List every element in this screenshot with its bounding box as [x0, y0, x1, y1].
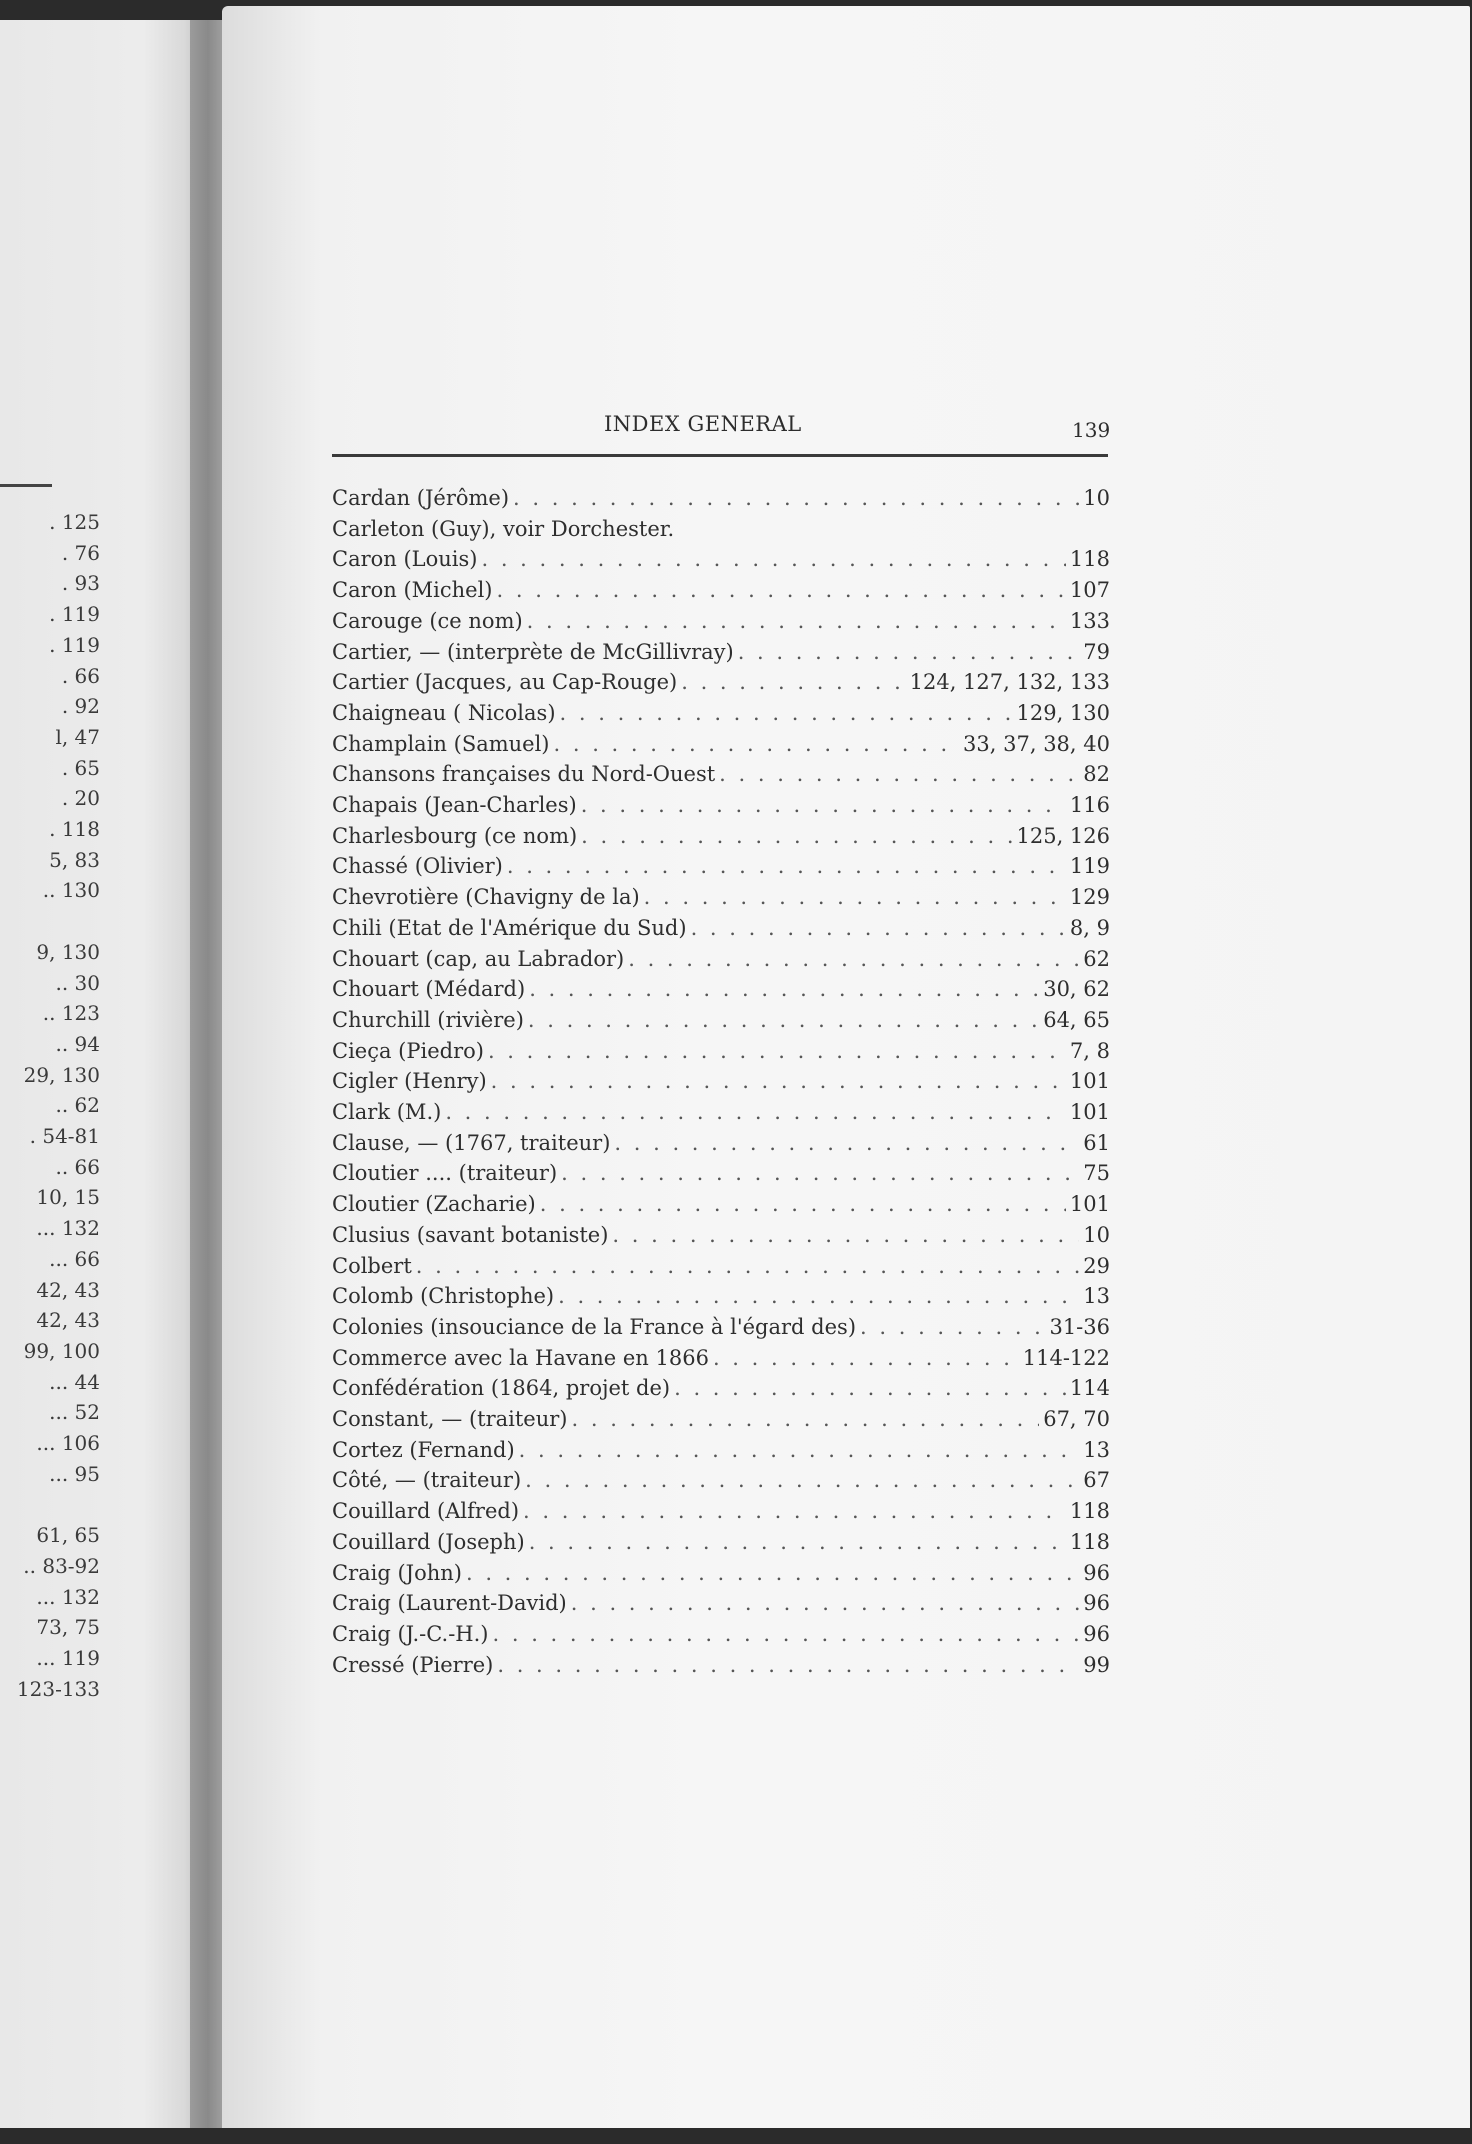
index-entry-term: Clause, — (1767, traiteur) — [332, 1130, 611, 1155]
dot-leader — [558, 1284, 1079, 1308]
dot-leader — [560, 701, 1013, 725]
running-title: INDEX GENERAL — [604, 412, 802, 436]
previous-page-ref: . 93 — [61, 571, 100, 596]
index-entry-term: Couillard (Alfred) — [332, 1499, 520, 1524]
previous-page-ref: 99, 100 — [23, 1338, 100, 1363]
previous-page-ref: .. 94 — [55, 1031, 100, 1056]
index-entry — [332, 824, 1110, 852]
index-entry-pages: 118 — [1069, 1499, 1110, 1524]
index-entry-term: Craig (John) — [332, 1560, 462, 1585]
scan-bottom-edge — [0, 2128, 1472, 2144]
index-entry-term: Commerce avec la Havane en 1866 — [332, 1345, 709, 1370]
index-entry-pages: 96 — [1083, 1560, 1110, 1585]
dot-leader — [738, 640, 1080, 664]
index-entry — [332, 1284, 1110, 1312]
dot-leader — [491, 1069, 1066, 1093]
dot-leader — [528, 1008, 1039, 1032]
index-entry-pages: 62 — [1083, 946, 1110, 971]
dot-leader — [540, 1192, 1066, 1216]
index-entry-term: Chaigneau ( Nicolas) — [332, 700, 556, 725]
previous-page-ref: 73, 75 — [36, 1615, 100, 1640]
index-entry — [332, 1407, 1110, 1435]
index-entry-term: Carouge (ce nom) — [332, 608, 523, 633]
previous-page-ref: ... 52 — [49, 1400, 100, 1425]
previous-page-ref: ... 132 — [36, 1584, 100, 1609]
dot-leader — [529, 977, 1039, 1001]
index-entry-pages: 96 — [1083, 1591, 1110, 1616]
index-entry — [332, 1653, 1110, 1681]
previous-page-ref: . 119 — [49, 632, 100, 657]
index-entry-term: Craig (J.-C.-H.) — [332, 1621, 489, 1646]
previous-page-ref: . 65 — [61, 755, 100, 780]
index-entry-pages: 79 — [1083, 639, 1110, 664]
dot-leader — [488, 1039, 1066, 1063]
index-entry-pages: 13 — [1083, 1284, 1110, 1309]
index-entry — [332, 609, 1110, 637]
dot-leader — [554, 732, 960, 756]
index-entry — [332, 762, 1110, 790]
index-entry — [332, 1530, 1110, 1558]
index-entry-pages: 101 — [1069, 1100, 1110, 1124]
previous-page-ref: . 119 — [49, 602, 100, 627]
index-entry-term: Cartier (Jacques, au Cap-Rouge) — [332, 670, 678, 695]
dot-leader — [581, 824, 1012, 848]
dot-leader — [493, 1622, 1080, 1646]
previous-page-ref: .. 30 — [55, 970, 100, 995]
previous-page-ref: .. 62 — [55, 1093, 100, 1118]
index-entry-term: Cigler (Henry) — [332, 1069, 487, 1094]
index-page — [222, 6, 1470, 2130]
previous-page-ref: 29, 130 — [23, 1062, 100, 1087]
previous-page-ref: 42, 43 — [36, 1308, 100, 1333]
previous-page-ref: ... 132 — [36, 1216, 100, 1241]
index-entry-pages: 99 — [1083, 1652, 1110, 1677]
dot-leader — [581, 793, 1066, 817]
previous-page-ref: ... 95 — [49, 1461, 100, 1486]
index-entry — [332, 977, 1110, 1005]
index-entry-term: Couillard (Joseph) — [332, 1529, 525, 1554]
index-entry-pages: 101 — [1069, 1069, 1110, 1094]
dot-leader — [513, 486, 1079, 510]
dot-leader — [691, 916, 1066, 940]
index-entry-pages: 96 — [1083, 1621, 1110, 1646]
index-entry-pages: 114 — [1069, 1376, 1110, 1401]
previous-page-ref: . 125 — [49, 510, 100, 534]
index-entry-term: Cortez (Fernand) — [332, 1437, 515, 1462]
index-entry-pages: 64, 65 — [1043, 1007, 1110, 1032]
index-entry-term: Clark (M.) — [332, 1100, 442, 1124]
index-entry-term: Cieça (Piedro) — [332, 1038, 484, 1063]
index-entry-term: Churchill (rivière) — [332, 1007, 524, 1032]
index-entry-pages: 10 — [1083, 486, 1110, 510]
index-entry-term: Confédération (1864, projet de) — [332, 1376, 671, 1401]
index-entry — [332, 517, 1110, 545]
index-entry-term: Chili (Etat de l'Amérique du Sud) — [332, 915, 687, 940]
index-entry-pages: 118 — [1069, 1529, 1110, 1554]
previous-page-ref: 42, 43 — [36, 1277, 100, 1302]
index-entry-pages: 75 — [1083, 1161, 1110, 1186]
previous-page-header-rule — [0, 484, 52, 487]
page-number: 139 — [1072, 418, 1111, 442]
index-entry-term: Cloutier (Zacharie) — [332, 1192, 536, 1217]
index-entry — [332, 486, 1110, 514]
dot-leader — [523, 1499, 1066, 1523]
index-entry-term: Craig (Laurent-David) — [332, 1591, 567, 1616]
dot-leader — [529, 1530, 1066, 1554]
index-entry-term: Clusius (savant botaniste) — [332, 1222, 609, 1247]
index-entry — [332, 732, 1110, 760]
index-entry — [332, 1591, 1110, 1619]
dot-leader — [466, 1561, 1079, 1585]
dot-leader — [628, 947, 1079, 971]
dot-leader — [561, 1161, 1079, 1185]
index-entry-term: Chouart (Médard) — [332, 977, 526, 1002]
index-entry — [332, 1346, 1110, 1374]
dot-leader — [674, 1376, 1066, 1400]
index-entry-pages: 129, 130 — [1016, 700, 1110, 725]
dot-leader — [719, 762, 1079, 786]
index-entry — [332, 1315, 1110, 1343]
index-entry-term: Chassé (Olivier) — [332, 854, 503, 879]
index-entry — [332, 1069, 1110, 1097]
index-entry — [332, 1254, 1110, 1282]
previous-page-ref: ... 44 — [49, 1369, 100, 1394]
index-entry-term: Côté, — (traiteur) — [332, 1468, 522, 1493]
index-entry-pages: 114-122 — [1022, 1345, 1110, 1370]
dot-leader — [612, 1223, 1079, 1247]
dot-leader — [614, 1131, 1079, 1155]
index-entry-term: Caron (Louis) — [332, 547, 478, 572]
index-entry-pages: 30, 62 — [1043, 977, 1110, 1002]
previous-page-ref: . 54-81 — [29, 1124, 100, 1148]
index-entry-pages: 10 — [1083, 1222, 1110, 1247]
dot-leader — [572, 1407, 1040, 1431]
index-entry-term: Cressé (Pierre) — [332, 1652, 494, 1677]
previous-page-ref: .. 130 — [42, 878, 100, 903]
previous-page-ref: . 20 — [61, 786, 100, 811]
index-entry-term: Carleton (Guy), voir Dorchester. — [332, 516, 675, 541]
index-entry-pages: 101 — [1069, 1192, 1110, 1217]
index-entry-pages: 7, 8 — [1069, 1038, 1110, 1063]
previous-page-ref: l, 47 — [55, 724, 100, 749]
dot-leader — [860, 1315, 1045, 1339]
dot-leader — [497, 1653, 1079, 1677]
dot-leader — [481, 547, 1065, 571]
dot-leader — [525, 1468, 1079, 1492]
index-entry — [332, 578, 1110, 606]
dot-leader — [445, 1100, 1066, 1124]
index-entry-pages: 119 — [1069, 854, 1110, 879]
index-entry-term: Colomb (Christophe) — [332, 1284, 555, 1309]
index-entry — [332, 701, 1110, 729]
index-entry — [332, 670, 1110, 698]
index-entry-term: Chapais (Jean-Charles) — [332, 793, 577, 817]
index-entry-term: Cardan (Jérôme) — [332, 486, 510, 510]
previous-page-ref: . 66 — [61, 663, 100, 688]
previous-page-ref: 5, 83 — [49, 847, 100, 872]
previous-page-ref: 123-133 — [16, 1676, 100, 1701]
previous-page-ref: . 76 — [61, 540, 100, 565]
index-entry-term: Charlesbourg (ce nom) — [332, 823, 578, 848]
index-entry-pages: 107 — [1069, 578, 1110, 603]
index-entry-pages: 13 — [1083, 1437, 1110, 1462]
index-entry-term: Chansons françaises du Nord-Ouest — [332, 762, 716, 787]
index-entry-term: Caron (Michel) — [332, 578, 493, 603]
previous-page-ref: . 92 — [61, 694, 100, 719]
previous-page-ref: ... 119 — [36, 1645, 100, 1670]
index-entry — [332, 1008, 1110, 1036]
index-entry — [332, 1161, 1110, 1189]
dot-leader — [507, 854, 1066, 878]
index-entry-term: Chevrotière (Chavigny de la) — [332, 885, 640, 910]
previous-page-ref: .. 123 — [42, 1001, 100, 1026]
previous-page-ref: . 118 — [49, 817, 100, 841]
index-entry-pages: 116 — [1069, 793, 1110, 817]
dot-leader — [644, 885, 1066, 909]
dot-leader — [527, 609, 1066, 633]
index-entry — [332, 640, 1110, 668]
dot-leader — [416, 1254, 1079, 1278]
index-entry — [332, 1468, 1110, 1496]
index-entry-pages: 67 — [1083, 1468, 1110, 1493]
index-entry-term: Colbert — [332, 1253, 412, 1278]
dot-leader — [681, 670, 905, 694]
index-entry — [332, 1192, 1110, 1220]
index-entry — [332, 1100, 1110, 1128]
index-entry-pages: 61 — [1083, 1130, 1110, 1155]
previous-page-ref: .. 66 — [55, 1154, 100, 1179]
dot-leader — [497, 578, 1066, 602]
index-entry — [332, 547, 1110, 575]
index-entry-pages: 125, 126 — [1016, 823, 1110, 848]
index-entry-pages: 31-36 — [1049, 1314, 1110, 1339]
index-entry — [332, 947, 1110, 975]
index-entry-pages: 8, 9 — [1069, 915, 1110, 940]
index-entry — [332, 1499, 1110, 1527]
index-entry-pages: 33, 37, 38, 40 — [963, 731, 1110, 756]
dot-leader — [713, 1346, 1019, 1370]
index-entry — [332, 885, 1110, 913]
index-entry-pages: 82 — [1083, 762, 1110, 787]
index-entry — [332, 1438, 1110, 1466]
previous-page-ref: .. 83-92 — [23, 1553, 100, 1578]
index-entry-term: Colonies (insouciance de la France à l'égard des) — [332, 1314, 857, 1339]
index-entry-term: Cloutier .... (traiteur) — [332, 1161, 558, 1186]
index-entry — [332, 1376, 1110, 1404]
index-entry-pages: 118 — [1069, 547, 1110, 572]
dot-leader — [519, 1438, 1080, 1462]
index-entry-term: Champlain (Samuel) — [332, 731, 550, 756]
dot-leader — [571, 1591, 1080, 1615]
previous-page-ref: ... 106 — [36, 1431, 100, 1455]
index-entry — [332, 1039, 1110, 1067]
previous-page-ref: 61, 65 — [36, 1523, 100, 1548]
previous-page-ref: 10, 15 — [36, 1185, 100, 1210]
index-entry — [332, 1561, 1110, 1589]
index-entry-pages: 129 — [1069, 885, 1110, 910]
index-entry — [332, 1223, 1110, 1251]
index-entry-pages: 67, 70 — [1043, 1407, 1110, 1431]
previous-page-ref: ... 66 — [49, 1246, 100, 1271]
index-entry — [332, 854, 1110, 882]
index-entry — [332, 1622, 1110, 1650]
index-entry — [332, 1131, 1110, 1159]
index-entry-pages: 133 — [1069, 608, 1110, 633]
index-entry-pages: 124, 127, 132, 133 — [909, 670, 1110, 695]
index-entry — [332, 793, 1110, 821]
index-entry — [332, 916, 1110, 944]
index-entry-term: Constant, — (traiteur) — [332, 1407, 568, 1431]
index-entry-pages: 29 — [1083, 1253, 1110, 1278]
previous-page — [0, 20, 205, 2130]
index-entry-term: Cartier, — (interprète de McGillivray) — [332, 639, 734, 664]
index-entry-term: Chouart (cap, au Labrador) — [332, 946, 625, 971]
previous-page-ref: 9, 130 — [36, 939, 100, 964]
header-rule — [332, 454, 1108, 457]
